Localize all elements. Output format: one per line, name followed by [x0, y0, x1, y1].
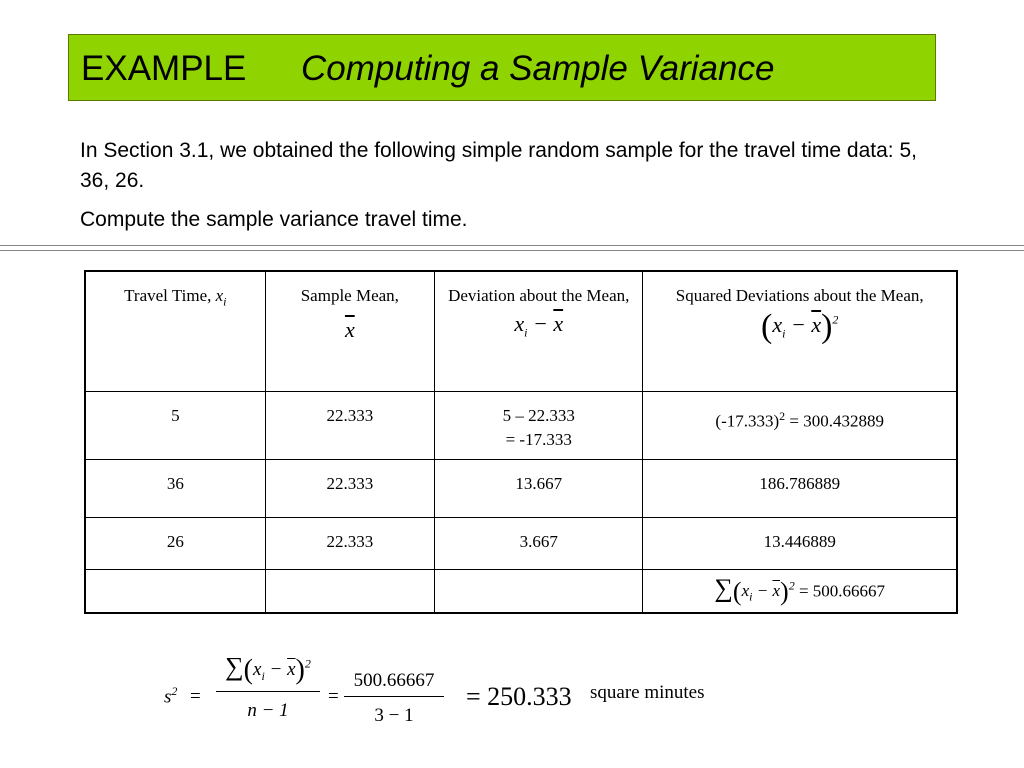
cell-deviation: 5 – 22.333 = -17.333	[435, 391, 643, 459]
cell-mean: 22.333	[265, 459, 434, 517]
table-sum-row	[85, 569, 957, 613]
title-banner	[68, 34, 936, 101]
cell-deviation: 3.667	[435, 517, 643, 569]
cell-mean: 22.333	[265, 517, 434, 569]
cell-time: 36	[85, 459, 265, 517]
sum-value: = 500.66667	[798, 581, 886, 601]
cell-empty	[85, 569, 265, 613]
formula-result: = 250.333	[466, 682, 572, 711]
title-subtitle: Computing a Sample Variance	[301, 49, 775, 88]
cell-squared: $(-17.333)^2 = 300.432889$	[643, 391, 957, 459]
table-row	[85, 459, 957, 517]
cell-mean: 22.333	[265, 391, 434, 459]
cell-empty	[435, 569, 643, 613]
s-squared-symbol: $s^2$	[164, 684, 178, 708]
intro-line-1: In Section 3.1, we obtained the following simple random sample for the travel time data: 5, 36, 26.	[80, 139, 917, 192]
formula-numerator: 500.66667	[344, 670, 444, 697]
formula-units: square minutes	[590, 682, 705, 703]
table-header-row	[85, 271, 957, 391]
header-travel-time: Travel Time, $x_i$	[85, 271, 265, 391]
sigma-symbol: ∑	[714, 573, 733, 603]
squared-deviation-expression: $(x_i - \overline{x})^2$	[761, 308, 839, 346]
variance-table	[84, 270, 958, 614]
header-deviation: Deviation about the Mean, $x_i - \overline{x}$	[435, 271, 643, 391]
cell-sum: $\sum(x_i - \overline{x})^2 = 500.66667$	[643, 569, 957, 613]
table-row	[85, 517, 957, 569]
header-sample-mean: Sample Mean, $\overline{x}$	[265, 271, 434, 391]
x-bar-symbol: $\overline{x}$	[344, 317, 355, 342]
deviation-expression: $x_i - \overline{x}$	[514, 311, 564, 340]
formula-fraction-symbolic: $\frac{\sum(x_i - \overline{x})^2}{n - 1}$	[216, 652, 320, 722]
variance-formula: $s^2$ = $\frac{\sum(x_i - \overline{x})^2}{n - 1}$ = $\frac{500.66667}{3 - 1}$ = 250.333 square minutes	[164, 652, 705, 726]
cell-empty	[265, 569, 434, 613]
title-label: EXAMPLE	[81, 49, 247, 88]
formula-fraction-numeric	[344, 670, 444, 727]
cell-deviation: 13.667	[435, 459, 643, 517]
cell-squared: 13.446889	[643, 517, 957, 569]
divider-bottom	[0, 250, 1024, 251]
formula-denominator: 3 − 1	[374, 705, 414, 726]
cell-time: 26	[85, 517, 265, 569]
cell-time: 5	[85, 391, 265, 459]
sigma-symbol: ∑	[225, 652, 244, 681]
header-squared-deviation: Squared Deviations about the Mean, $(x_i - \overline{x})^2$	[643, 271, 957, 391]
intro-line-2: Compute the sample variance travel time.	[80, 208, 468, 231]
divider-top	[0, 245, 1024, 246]
table-row	[85, 391, 957, 459]
intro-text	[80, 136, 920, 235]
cell-squared: 186.786889	[643, 459, 957, 517]
